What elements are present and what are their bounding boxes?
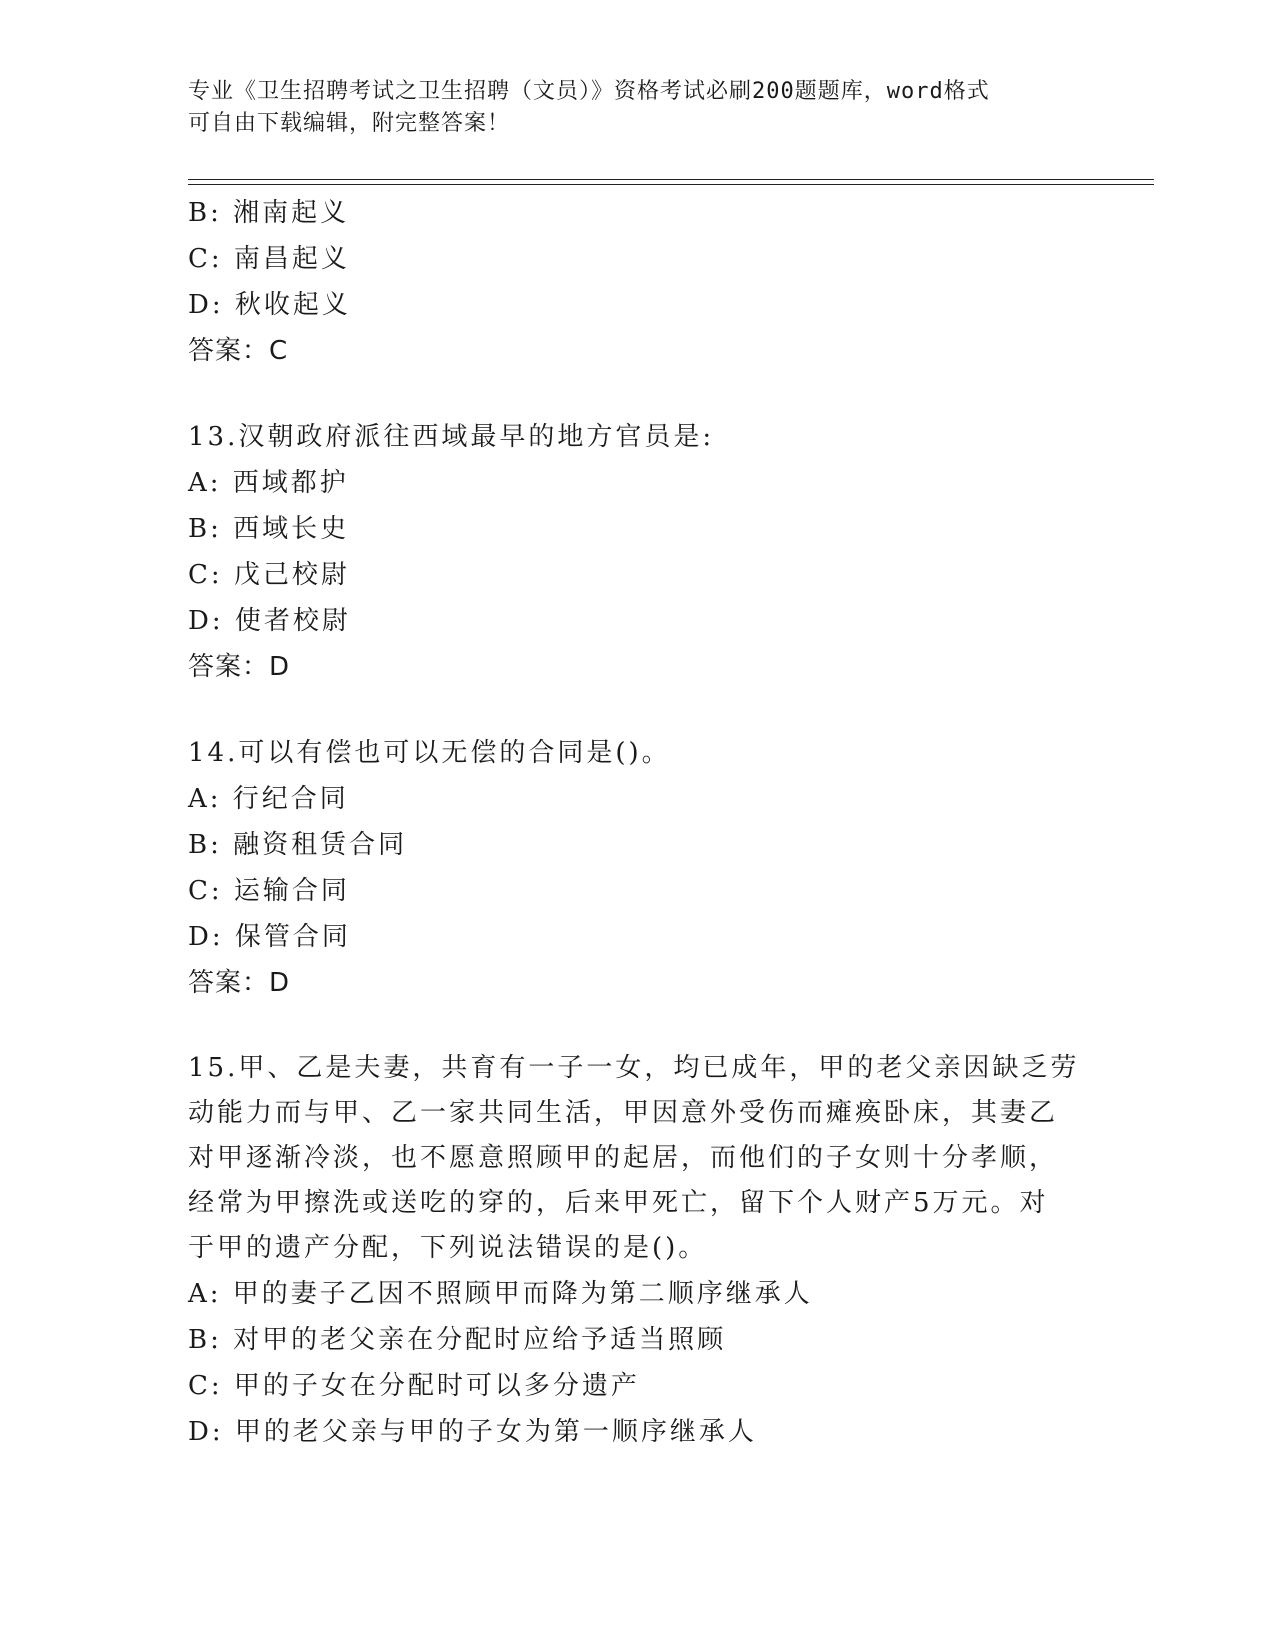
- answer-line: 答案：D: [188, 968, 291, 998]
- header-title-line-2: 可自由下载编辑，附完整答案！: [188, 111, 511, 136]
- answer-line: 答案：C: [188, 336, 289, 366]
- document-header: [188, 76, 1088, 140]
- question-text: 13.汉朝政府派往西域最早的地方官员是:: [188, 422, 715, 452]
- option-c: C: 甲的子女在分配时可以多分遗产: [188, 1371, 640, 1401]
- question-text-line: 15.甲、乙是夫妻，共育有一子一女，均已成年，甲的老父亲因缺乏劳: [188, 1053, 1080, 1083]
- option-a: A: 行纪合同: [188, 784, 349, 814]
- question-text-line: 于甲的遗产分配，下列说法错误的是()。: [188, 1233, 708, 1263]
- question-list: [188, 190, 1088, 1455]
- answer-line: 答案：D: [188, 652, 291, 682]
- option-c: C: 戊己校尉: [188, 560, 350, 590]
- option-a: A: 西域都护: [188, 468, 349, 498]
- question-12: [188, 190, 1088, 374]
- question-text: [188, 1046, 1078, 1271]
- question-13: [188, 414, 1088, 690]
- question-text: 14.可以有偿也可以无偿的合同是()。: [188, 738, 671, 768]
- question-14: [188, 730, 1088, 1006]
- spacer: [188, 690, 1088, 730]
- question-text-line: 动能力而与甲、乙一家共同生活，甲因意外受伤而瘫痪卧床，其妻乙: [188, 1098, 1059, 1128]
- option-a: A: 甲的妻子乙因不照顾甲而降为第二顺序继承人: [188, 1279, 813, 1309]
- question-15: [188, 1046, 1088, 1455]
- header-divider-bottom: [188, 184, 1154, 185]
- option-b: B: 西域长史: [188, 514, 350, 544]
- option-c: C: 南昌起义: [188, 244, 350, 274]
- question-text-line: 经常为甲擦洗或送吃的穿的，后来甲死亡，留下个人财产5万元。对: [188, 1188, 1049, 1218]
- option-b: B: 对甲的老父亲在分配时应给予适当照顾: [188, 1325, 727, 1355]
- spacer: [188, 1006, 1088, 1046]
- option-c: C: 运输合同: [188, 876, 350, 906]
- option-d: D: 甲的老父亲与甲的子女为第一顺序继承人: [188, 1417, 757, 1447]
- option-d: D: 秋收起义: [188, 290, 351, 320]
- header-title-line-1: 专业《卫生招聘考试之卫生招聘（文员）》资格考试必刷200题题库，word格式: [188, 79, 990, 104]
- option-d: D: 使者校尉: [188, 606, 351, 636]
- header-divider-top: [188, 179, 1154, 180]
- question-text-line: 对甲逐渐冷淡，也不愿意照顾甲的起居，而他们的子女则十分孝顺，: [188, 1143, 1059, 1173]
- option-b: B: 湘南起义: [188, 198, 350, 228]
- spacer: [188, 374, 1088, 414]
- option-b: B: 融资租赁合同: [188, 830, 408, 860]
- option-d: D: 保管合同: [188, 922, 351, 952]
